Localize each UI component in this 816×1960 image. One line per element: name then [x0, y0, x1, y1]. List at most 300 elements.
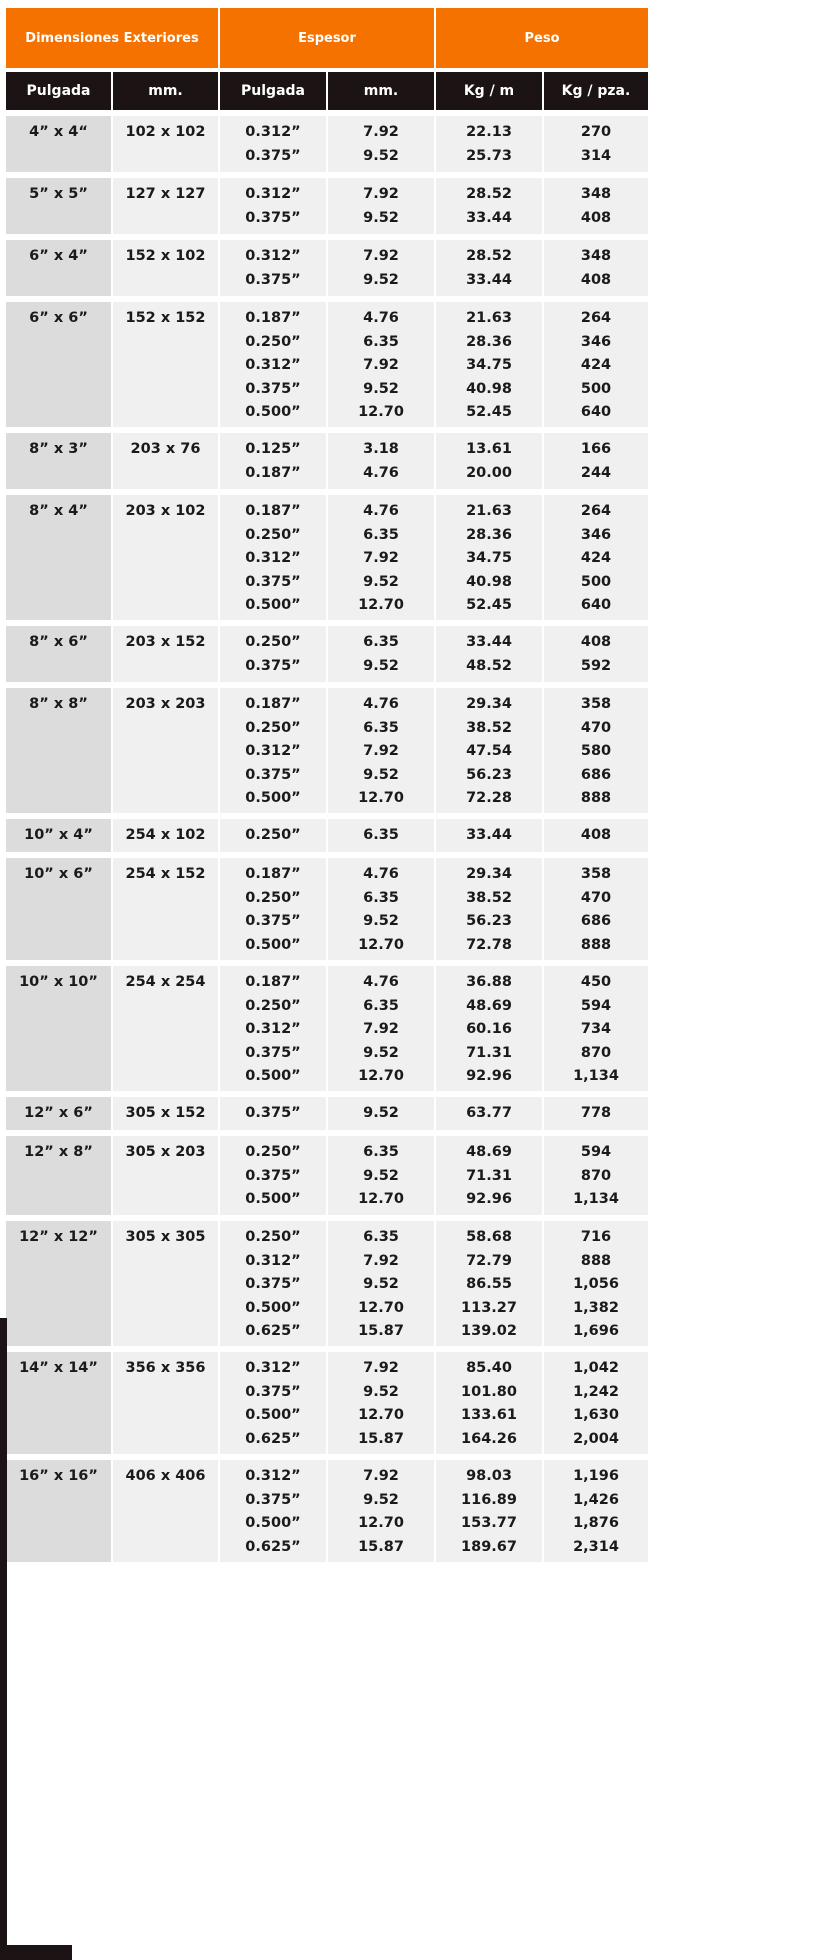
value: 2,004 — [573, 1430, 619, 1447]
value: 0.500” — [245, 597, 301, 613]
value: 12.70 — [358, 1068, 404, 1084]
value: 33.44 — [466, 271, 512, 288]
value: 716 — [580, 1229, 612, 1245]
peso-kg-pza-cell — [544, 819, 648, 852]
table-row-group — [6, 178, 642, 234]
value: 101.80 — [461, 1383, 517, 1400]
value: 9.52 — [363, 147, 399, 164]
value: 4.76 — [363, 974, 399, 990]
espesor-mm-cell — [328, 302, 434, 427]
table-row-group — [6, 1460, 642, 1562]
value: 0.125” — [245, 441, 301, 457]
table-row-group — [6, 819, 642, 852]
value: 0.187” — [245, 974, 301, 990]
value: 0.312” — [245, 357, 301, 373]
value: 9.52 — [363, 271, 399, 288]
table-header-sub — [6, 72, 642, 110]
peso-kg-m-cell — [436, 966, 542, 1091]
size-mm-cell: 254 x 254 — [113, 966, 218, 1091]
peso-kg-m-cell — [436, 116, 542, 172]
value: 0.250” — [245, 719, 301, 736]
value: 0.250” — [245, 827, 301, 843]
size-pulgada-cell: 6” x 6” — [6, 302, 111, 427]
table-row-group — [6, 433, 642, 489]
value: 9.52 — [363, 657, 399, 674]
value: 470 — [580, 889, 612, 906]
value: 29.34 — [466, 696, 512, 712]
espesor-pulgada-cell — [220, 495, 326, 620]
peso-kg-m-cell — [436, 1460, 542, 1562]
value: 1,876 — [573, 1515, 619, 1531]
size-pulgada-cell: 12” x 8” — [6, 1136, 111, 1215]
size-pulgada-cell: 5” x 5” — [6, 178, 111, 234]
peso-kg-m-cell — [436, 1136, 542, 1215]
espesor-mm-cell — [328, 819, 434, 852]
value: 686 — [580, 766, 612, 783]
value: 33.44 — [466, 827, 512, 843]
espesor-mm-cell — [328, 240, 434, 296]
value: 86.55 — [466, 1276, 512, 1292]
table-row-group — [6, 1352, 642, 1454]
value: 4.76 — [363, 696, 399, 712]
value: 71.31 — [466, 1044, 512, 1061]
value: 153.77 — [461, 1515, 517, 1531]
value: 408 — [580, 209, 612, 226]
value: 870 — [580, 1167, 612, 1184]
value: 0.500” — [245, 1515, 301, 1531]
value: 12.70 — [358, 790, 404, 806]
decorative-strip — [0, 1318, 7, 1960]
value: 56.23 — [466, 913, 512, 929]
peso-kg-pza-cell — [544, 302, 648, 427]
value: 6.35 — [363, 719, 399, 736]
value: 7.92 — [363, 1360, 399, 1376]
value: 15.87 — [358, 1430, 404, 1447]
value: 25.73 — [466, 147, 512, 164]
value: 9.52 — [363, 209, 399, 226]
espesor-pulgada-cell — [220, 433, 326, 489]
espesor-mm-cell — [328, 1097, 434, 1130]
value: 28.36 — [466, 526, 512, 543]
value: 0.187” — [245, 866, 301, 882]
value: 7.92 — [363, 248, 399, 264]
value: 450 — [580, 974, 612, 990]
peso-kg-pza-cell — [544, 1460, 648, 1562]
value: 21.63 — [466, 310, 512, 326]
value: 0.250” — [245, 1144, 301, 1160]
value: 0.500” — [245, 790, 301, 806]
value: 33.44 — [466, 209, 512, 226]
subheader-espesor-mm: mm. — [328, 72, 434, 110]
value: 9.52 — [363, 1491, 399, 1508]
value: 12.70 — [358, 597, 404, 613]
size-mm-cell: 102 x 102 — [113, 116, 218, 172]
value: 12.70 — [358, 1407, 404, 1423]
value: 888 — [580, 1252, 612, 1269]
value: 1,056 — [573, 1276, 619, 1292]
value: 4.76 — [363, 310, 399, 326]
size-mm-cell: 203 x 203 — [113, 688, 218, 813]
value: 113.27 — [461, 1299, 517, 1316]
value: 7.92 — [363, 124, 399, 140]
value: 470 — [580, 719, 612, 736]
size-mm-cell: 152 x 152 — [113, 302, 218, 427]
espesor-mm-cell — [328, 1136, 434, 1215]
value: 424 — [580, 550, 612, 566]
value: 6.35 — [363, 827, 399, 843]
value: 12.70 — [358, 404, 404, 420]
size-pulgada-cell: 10” x 4” — [6, 819, 111, 852]
value: 164.26 — [461, 1430, 517, 1447]
value: 0.187” — [245, 464, 301, 481]
value: 0.375” — [245, 573, 301, 590]
value: 40.98 — [466, 380, 512, 397]
value: 0.625” — [245, 1538, 301, 1555]
value: 13.61 — [466, 441, 512, 457]
subheader-espesor-pulgada: Pulgada — [220, 72, 326, 110]
value: 0.500” — [245, 1068, 301, 1084]
espesor-pulgada-cell — [220, 116, 326, 172]
size-pulgada-cell: 8” x 3” — [6, 433, 111, 489]
value: 0.312” — [245, 124, 301, 140]
value: 0.312” — [245, 186, 301, 202]
value: 12.70 — [358, 1191, 404, 1207]
espesor-pulgada-cell — [220, 1352, 326, 1454]
size-pulgada-cell: 6” x 4” — [6, 240, 111, 296]
size-pulgada-cell: 12” x 12” — [6, 1221, 111, 1346]
espesor-mm-cell — [328, 495, 434, 620]
size-pulgada-cell: 4” x 4“ — [6, 116, 111, 172]
size-pulgada-cell: 16” x 16” — [6, 1460, 111, 1562]
peso-kg-pza-cell — [544, 178, 648, 234]
value: 358 — [580, 696, 612, 712]
value: 7.92 — [363, 1468, 399, 1484]
value: 60.16 — [466, 1021, 512, 1037]
peso-kg-m-cell — [436, 495, 542, 620]
value: 0.625” — [245, 1323, 301, 1339]
value: 34.75 — [466, 550, 512, 566]
value: 0.250” — [245, 333, 301, 350]
size-mm-cell: 203 x 76 — [113, 433, 218, 489]
table-row-group — [6, 1136, 642, 1215]
peso-kg-pza-cell — [544, 1097, 648, 1130]
espesor-pulgada-cell — [220, 1221, 326, 1346]
value: 7.92 — [363, 743, 399, 759]
peso-kg-pza-cell — [544, 1352, 648, 1454]
value: 270 — [580, 124, 612, 140]
steel-tube-table — [6, 8, 642, 1562]
espesor-mm-cell — [328, 1352, 434, 1454]
peso-kg-m-cell — [436, 178, 542, 234]
value: 15.87 — [358, 1538, 404, 1555]
subheader-pulgada: Pulgada — [6, 72, 111, 110]
value: 888 — [580, 790, 612, 806]
table-row-group — [6, 626, 642, 682]
value: 9.52 — [363, 1276, 399, 1292]
value: 34.75 — [466, 357, 512, 373]
value: 0.312” — [245, 743, 301, 759]
table-row-group — [6, 240, 642, 296]
size-pulgada-cell: 10” x 6” — [6, 858, 111, 960]
table-row-group — [6, 1221, 642, 1346]
size-mm-cell: 305 x 203 — [113, 1136, 218, 1215]
value: 7.92 — [363, 1021, 399, 1037]
value: 72.28 — [466, 790, 512, 806]
value: 0.187” — [245, 310, 301, 326]
value: 48.69 — [466, 1144, 512, 1160]
value: 56.23 — [466, 766, 512, 783]
table-row-group — [6, 858, 642, 960]
value: 92.96 — [466, 1191, 512, 1207]
value: 346 — [580, 526, 612, 543]
value: 1,696 — [573, 1323, 619, 1339]
peso-kg-pza-cell — [544, 688, 648, 813]
value: 9.52 — [363, 1167, 399, 1184]
value: 0.312” — [245, 1360, 301, 1376]
peso-kg-pza-cell — [544, 626, 648, 682]
value: 348 — [580, 186, 612, 202]
table-body — [6, 116, 642, 1562]
espesor-pulgada-cell — [220, 626, 326, 682]
table-row-group — [6, 302, 642, 427]
size-pulgada-cell: 8” x 4” — [6, 495, 111, 620]
value: 0.375” — [245, 209, 301, 226]
value: 640 — [580, 597, 612, 613]
value: 52.45 — [466, 597, 512, 613]
value: 28.52 — [466, 248, 512, 264]
value: 4.76 — [363, 464, 399, 481]
value: 166 — [580, 441, 612, 457]
decorative-bar — [0, 1945, 72, 1960]
value: 9.52 — [363, 380, 399, 397]
peso-kg-m-cell — [436, 1097, 542, 1130]
size-mm-cell: 406 x 406 — [113, 1460, 218, 1562]
value: 0.375” — [245, 1491, 301, 1508]
value: 0.250” — [245, 526, 301, 543]
espesor-mm-cell — [328, 626, 434, 682]
espesor-mm-cell — [328, 688, 434, 813]
value: 21.63 — [466, 503, 512, 519]
value: 1,134 — [573, 1068, 619, 1084]
peso-kg-m-cell — [436, 1221, 542, 1346]
value: 348 — [580, 248, 612, 264]
value: 98.03 — [466, 1468, 512, 1484]
value: 92.96 — [466, 1068, 512, 1084]
size-mm-cell: 254 x 102 — [113, 819, 218, 852]
value: 346 — [580, 333, 612, 350]
value: 22.13 — [466, 124, 512, 140]
peso-kg-m-cell — [436, 433, 542, 489]
header-espesor: Espesor — [220, 8, 434, 68]
value: 1,042 — [573, 1360, 619, 1376]
size-pulgada-cell: 8” x 8” — [6, 688, 111, 813]
subheader-kg-pza: Kg / pza. — [544, 72, 648, 110]
value: 0.250” — [245, 889, 301, 906]
value: 264 — [580, 503, 612, 519]
value: 28.36 — [466, 333, 512, 350]
peso-kg-m-cell — [436, 819, 542, 852]
value: 0.375” — [245, 766, 301, 783]
value: 0.375” — [245, 1044, 301, 1061]
peso-kg-m-cell — [436, 688, 542, 813]
value: 0.312” — [245, 1021, 301, 1037]
size-mm-cell: 305 x 305 — [113, 1221, 218, 1346]
value: 52.45 — [466, 404, 512, 420]
value: 38.52 — [466, 889, 512, 906]
value: 63.77 — [466, 1105, 512, 1121]
value: 116.89 — [461, 1491, 517, 1508]
peso-kg-m-cell — [436, 626, 542, 682]
header-peso: Peso — [436, 8, 648, 68]
value: 0.250” — [245, 1229, 301, 1245]
subheader-mm: mm. — [113, 72, 218, 110]
size-mm-cell: 127 x 127 — [113, 178, 218, 234]
value: 9.52 — [363, 573, 399, 590]
value: 7.92 — [363, 550, 399, 566]
value: 9.52 — [363, 1105, 399, 1121]
espesor-pulgada-cell — [220, 819, 326, 852]
size-pulgada-cell: 10” x 10” — [6, 966, 111, 1091]
size-mm-cell: 305 x 152 — [113, 1097, 218, 1130]
value: 48.52 — [466, 657, 512, 674]
size-mm-cell: 203 x 102 — [113, 495, 218, 620]
value: 358 — [580, 866, 612, 882]
value: 6.35 — [363, 1144, 399, 1160]
value: 0.500” — [245, 1191, 301, 1207]
value: 33.44 — [466, 634, 512, 650]
value: 3.18 — [363, 441, 399, 457]
espesor-mm-cell — [328, 966, 434, 1091]
value: 686 — [580, 913, 612, 929]
size-mm-cell: 254 x 152 — [113, 858, 218, 960]
peso-kg-pza-cell — [544, 858, 648, 960]
value: 0.500” — [245, 1407, 301, 1423]
size-pulgada-cell: 14” x 14” — [6, 1352, 111, 1454]
espesor-mm-cell — [328, 1221, 434, 1346]
peso-kg-pza-cell — [544, 240, 648, 296]
size-pulgada-cell: 12” x 6” — [6, 1097, 111, 1130]
espesor-pulgada-cell — [220, 302, 326, 427]
value: 1,196 — [573, 1468, 619, 1484]
value: 36.88 — [466, 974, 512, 990]
value: 29.34 — [466, 866, 512, 882]
value: 870 — [580, 1044, 612, 1061]
value: 71.31 — [466, 1167, 512, 1184]
value: 4.76 — [363, 866, 399, 882]
size-mm-cell: 356 x 356 — [113, 1352, 218, 1454]
value: 7.92 — [363, 357, 399, 373]
value: 133.61 — [461, 1407, 517, 1423]
value: 72.79 — [466, 1252, 512, 1269]
value: 408 — [580, 634, 612, 650]
value: 500 — [580, 573, 612, 590]
value: 0.500” — [245, 404, 301, 420]
peso-kg-pza-cell — [544, 1221, 648, 1346]
value: 38.52 — [466, 719, 512, 736]
table-row-group — [6, 1097, 642, 1130]
value: 7.92 — [363, 186, 399, 202]
value: 1,630 — [573, 1407, 619, 1423]
size-mm-cell: 203 x 152 — [113, 626, 218, 682]
value: 6.35 — [363, 333, 399, 350]
value: 424 — [580, 357, 612, 373]
espesor-mm-cell — [328, 116, 434, 172]
value: 0.500” — [245, 1299, 301, 1316]
value: 594 — [580, 1144, 612, 1160]
peso-kg-pza-cell — [544, 433, 648, 489]
value: 189.67 — [461, 1538, 517, 1555]
value: 0.375” — [245, 271, 301, 288]
espesor-pulgada-cell — [220, 240, 326, 296]
espesor-mm-cell — [328, 433, 434, 489]
value: 0.375” — [245, 657, 301, 674]
value: 0.187” — [245, 503, 301, 519]
value: 1,134 — [573, 1191, 619, 1207]
value: 7.92 — [363, 1252, 399, 1269]
peso-kg-pza-cell — [544, 1136, 648, 1215]
value: 4.76 — [363, 503, 399, 519]
value: 85.40 — [466, 1360, 512, 1376]
value: 40.98 — [466, 573, 512, 590]
size-mm-cell: 152 x 102 — [113, 240, 218, 296]
value: 12.70 — [358, 1515, 404, 1531]
value: 15.87 — [358, 1323, 404, 1339]
value: 0.312” — [245, 1468, 301, 1484]
table-header-top — [6, 8, 642, 68]
value: 778 — [580, 1105, 612, 1121]
value: 0.375” — [245, 1383, 301, 1400]
value: 0.625” — [245, 1430, 301, 1447]
size-pulgada-cell: 8” x 6” — [6, 626, 111, 682]
value: 0.375” — [245, 1276, 301, 1292]
value: 58.68 — [466, 1229, 512, 1245]
value: 640 — [580, 404, 612, 420]
value: 48.69 — [466, 997, 512, 1014]
value: 1,382 — [573, 1299, 619, 1316]
value: 244 — [580, 464, 612, 481]
value: 6.35 — [363, 889, 399, 906]
table-row-group — [6, 688, 642, 813]
value: 0.375” — [245, 913, 301, 929]
value: 0.375” — [245, 1167, 301, 1184]
value: 0.312” — [245, 550, 301, 566]
value: 12.70 — [358, 936, 404, 953]
value: 0.187” — [245, 696, 301, 712]
value: 0.375” — [245, 147, 301, 164]
peso-kg-pza-cell — [544, 116, 648, 172]
value: 72.78 — [466, 936, 512, 953]
value: 12.70 — [358, 1299, 404, 1316]
table-row-group — [6, 495, 642, 620]
espesor-pulgada-cell — [220, 858, 326, 960]
peso-kg-pza-cell — [544, 495, 648, 620]
value: 0.375” — [245, 380, 301, 397]
espesor-pulgada-cell — [220, 1136, 326, 1215]
value: 264 — [580, 310, 612, 326]
value: 0.250” — [245, 997, 301, 1014]
value: 139.02 — [461, 1323, 517, 1339]
value: 0.312” — [245, 248, 301, 264]
espesor-mm-cell — [328, 178, 434, 234]
value: 0.375” — [245, 1105, 301, 1121]
espesor-mm-cell — [328, 1460, 434, 1562]
table-row-group — [6, 116, 642, 172]
espesor-pulgada-cell — [220, 1460, 326, 1562]
header-dimensiones: Dimensiones Exteriores — [6, 8, 218, 68]
value: 500 — [580, 380, 612, 397]
espesor-pulgada-cell — [220, 688, 326, 813]
value: 0.500” — [245, 936, 301, 953]
